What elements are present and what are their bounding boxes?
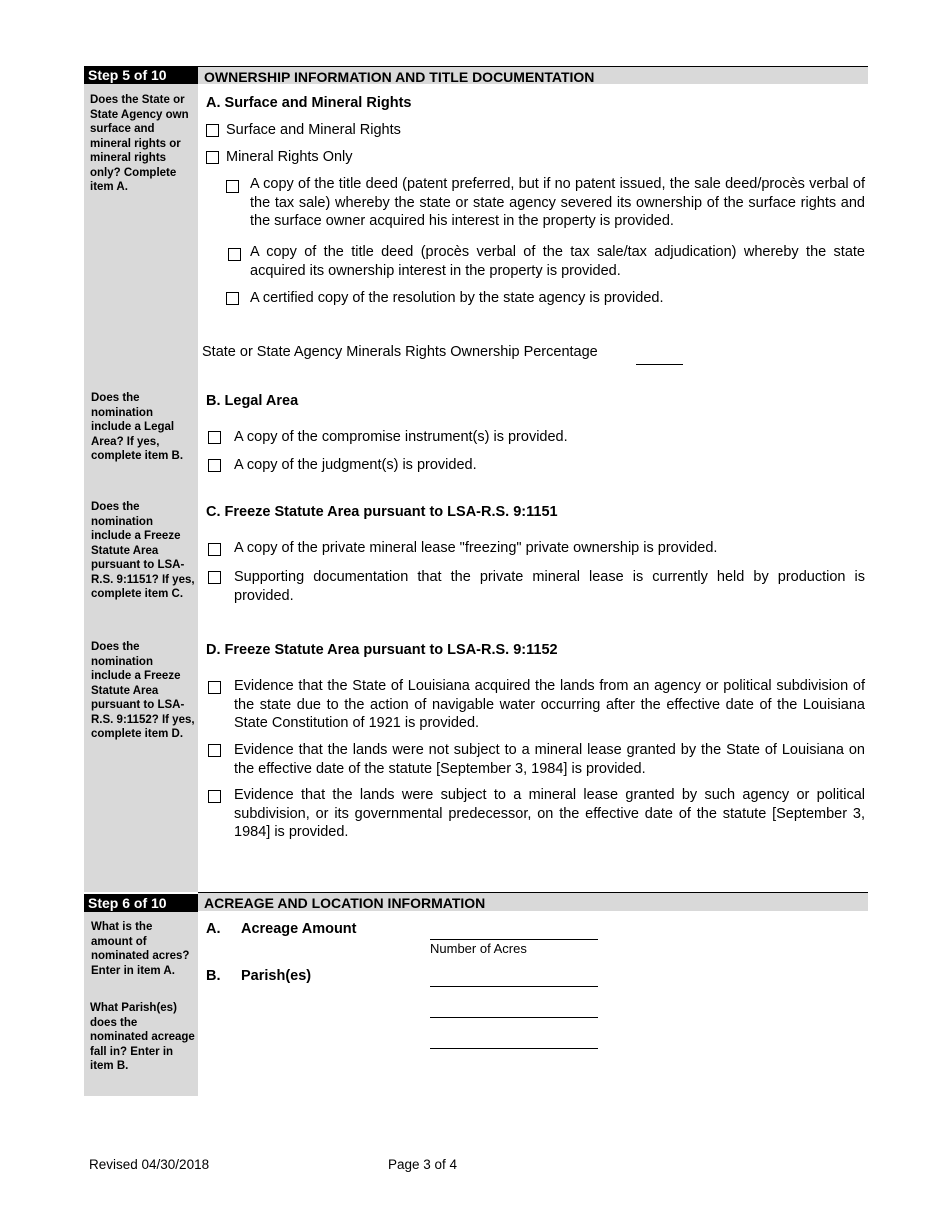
revised-date: Revised 04/30/2018 [89,1157,210,1172]
title-deed-acquired-text: A copy of the title deed (procès verbal of the tax sale/tax adjudication) whereby the state acquired its ownership interest in the property is provided. [250,244,865,279]
no-mineral-lease-text: Evidence that the lands were not subject to a mineral lease granted by the State of Louisiana on the effective date of the statute [September 3, 1984] is provided. [234,742,865,777]
section-d-heading: D. Freeze Statute Area pursuant to LSA-R.S. 9:1152 [206,642,558,658]
question-parish: What Parish(es) does the nominated acreage fall in? Enter in item B. [90,1002,195,1072]
resolution-checkbox[interactable] [226,292,239,305]
parish-field-2[interactable] [430,1017,598,1018]
step6-label: Step 6 of 10 [84,894,198,912]
agency-mineral-lease-checkbox[interactable] [208,790,221,803]
parish-letter: B. [206,968,221,984]
section-a-heading: A. Surface and Mineral Rights [206,95,412,111]
question-b: Does the nomination include a Legal Area? If yes, complete item B. [91,392,184,462]
acreage-letter: A. [206,921,221,937]
step5-title: OWNERSHIP INFORMATION AND TITLE DOCUMENTATION [198,66,868,84]
question-c: Does the nomination include a Freeze Statute Area pursuant to LSA- R.S. 9:1151? If yes, complete item C. [91,501,195,600]
acreage-caption: Number of Acres [430,941,527,956]
parish-field-3[interactable] [430,1048,598,1049]
resolution-text: A certified copy of the resolution by the state agency is provided. [250,290,664,306]
held-by-production-text: Supporting documentation that the private mineral lease is currently held by production is provided. [234,569,865,604]
compromise-checkbox[interactable] [208,431,221,444]
question-a: Does the State or State Agency own surface and mineral rights or mineral rights only? Complete item A. [90,94,189,193]
private-lease-checkbox[interactable] [208,543,221,556]
compromise-text: A copy of the compromise instrument(s) is provided. [234,429,568,445]
parish-label: Parish(es) [241,968,312,984]
step6-title: ACREAGE AND LOCATION INFORMATION [198,892,868,911]
no-mineral-lease-checkbox[interactable] [208,744,221,757]
mineral-only-label: Mineral Rights Only [226,149,353,165]
navigable-water-text: Evidence that the State of Louisiana acquired the lands from an agency or political subdivision of the state due to the action of navigable water occurring after the effective date of the Louisiana State Constitution of 1921 is provided. [234,678,865,731]
question-acres: What is the amount of nominated acres? Enter in item A. [91,921,190,977]
surface-and-mineral-label: Surface and Mineral Rights [226,122,401,138]
step5-label: Step 5 of 10 [84,66,198,84]
ownership-percentage-label: State or State Agency Minerals Rights Ownership Percentage [202,344,598,360]
surface-and-mineral-checkbox[interactable] [206,124,219,137]
section-c-heading: C. Freeze Statute Area pursuant to LSA-R.S. 9:1151 [206,504,558,520]
acreage-field[interactable] [430,939,598,940]
step5-sidebar [84,84,198,892]
question-d: Does the nomination include a Freeze Statute Area pursuant to LSA- R.S. 9:1152? If yes, complete item D. [91,641,195,740]
page-number: Page 3 of 4 [388,1157,458,1172]
mineral-only-checkbox[interactable] [206,151,219,164]
title-deed-severed-text: A copy of the title deed (patent preferred, but if no patent issued, the sale deed/procès verbal of the tax sale) whereby the state or state agency severed its ownership of the surface rights and the surface owner acquired his interest in the property is provided. [250,176,865,229]
agency-mineral-lease-text: Evidence that the lands were subject to a mineral lease granted by such agency or political subdivision, or its governmental predecessor, on the effective date of the statute [September 3, 1984] is provided. [234,787,865,840]
parish-field-1[interactable] [430,986,598,987]
title-deed-severed-checkbox[interactable] [226,180,239,193]
ownership-percentage-field[interactable] [636,364,683,365]
private-lease-text: A copy of the private mineral lease "freezing" private ownership is provided. [234,540,718,556]
judgment-checkbox[interactable] [208,459,221,472]
section-b-heading: B. Legal Area [206,393,299,409]
navigable-water-checkbox[interactable] [208,681,221,694]
acreage-label: Acreage Amount [241,921,357,937]
title-deed-acquired-checkbox[interactable] [228,248,241,261]
judgment-text: A copy of the judgment(s) is provided. [234,457,477,473]
held-by-production-checkbox[interactable] [208,571,221,584]
